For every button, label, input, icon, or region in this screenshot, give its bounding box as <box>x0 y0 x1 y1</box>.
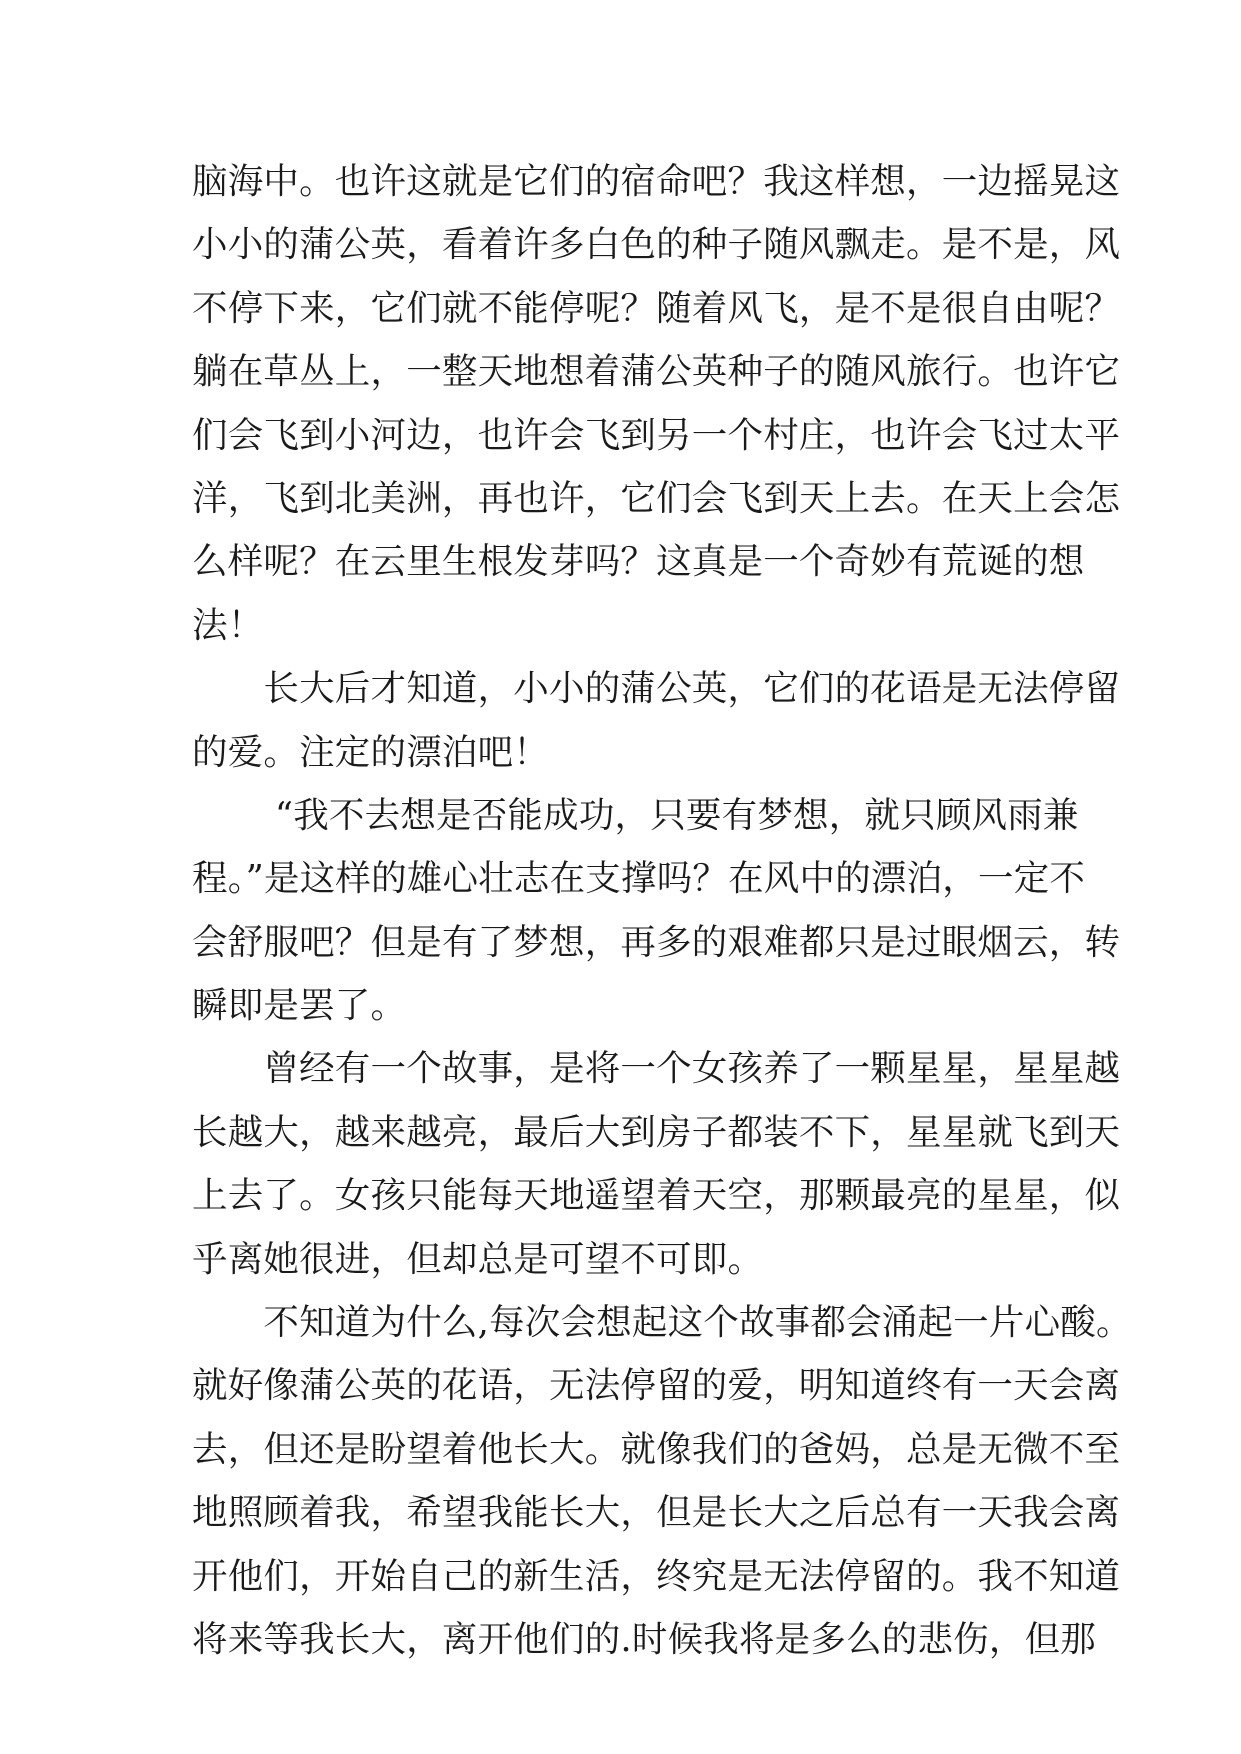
text-line: 长越大，越来越亮，最后大到房子都装不下，星星就飞到天 <box>192 1111 1121 1153</box>
text-line: 的爱。注定的漂泊吧！ <box>192 731 550 773</box>
text-line: 开他们，开始自己的新生活，终究是无法停留的。我不知道 <box>192 1555 1121 1597</box>
text-line: 瞬即是罢了。 <box>192 985 407 1027</box>
text-line: 乎离她很进，但却总是可望不可即。 <box>192 1238 764 1280</box>
text-line: 去，但还是盼望着他长大。就像我们的爸妈，总是无微不至 <box>192 1428 1121 1470</box>
text-line: 脑海中。也许这就是它们的宿命吧？我这样想，一边摇晃这 <box>192 161 1121 202</box>
text-line: 程。”是这样的雄心壮志在支撑吗？在风中的漂泊，一定不 <box>192 858 1086 900</box>
text-line: 不知道为什么,每次会想起这个故事都会涌起一片心酸。 <box>192 1302 1132 1344</box>
body-text <box>192 150 1132 1671</box>
text-line: 们会飞到小河边，也许会飞到另一个村庄，也许会飞过太平 <box>192 414 1121 456</box>
text-line: 地照顾着我，希望我能长大，但是长大之后总有一天我会离 <box>192 1492 1121 1534</box>
text-line: 将来等我长大，离开他们的.时候我将是多么的悲伤，但那 <box>192 1618 1096 1660</box>
text-line: 不停下来，它们就不能停呢？随着风飞，是不是很自由呢？ <box>192 287 1121 329</box>
text-line: 洋，飞到北美洲，再也许，它们会飞到天上去。在天上会怎 <box>192 477 1121 519</box>
text-line: 么样呢？在云里生根发芽吗？这真是一个奇妙有荒诞的想 <box>192 541 1085 583</box>
text-line: 上去了。女孩只能每天地遥望着天空，那颗最亮的星星，似 <box>192 1175 1121 1217</box>
text-line: 会舒服吧？但是有了梦想，再多的艰难都只是过眼烟云，转 <box>192 921 1121 963</box>
text-line: “我不去想是否能成功，只要有梦想，就只顾风雨兼 <box>192 794 1079 836</box>
text-line: 小小的蒲公英，看着许多白色的种子随风飘走。是不是，风 <box>192 224 1121 266</box>
text-line: 躺在草丛上，一整天地想着蒲公英种子的随风旅行。也许它 <box>192 351 1121 393</box>
text-line: 法！ <box>192 604 264 646</box>
text-line: 就好像蒲公英的花语，无法停留的爱，明知道终有一天会离 <box>192 1365 1121 1407</box>
text-line: 长大后才知道，小小的蒲公英，它们的花语是无法停留 <box>192 668 1121 710</box>
text-line: 曾经有一个故事，是将一个女孩养了一颗星星，星星越 <box>192 1048 1121 1090</box>
